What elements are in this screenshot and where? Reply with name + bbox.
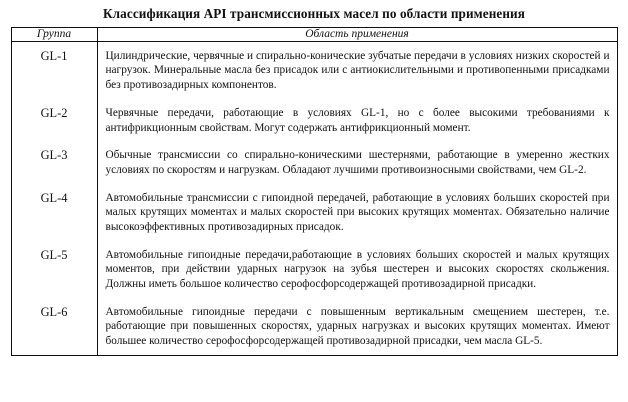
table-row [11,141,617,183]
table-row [11,99,617,141]
cell-area: Автомобильные гипоидные передачи,работающие в условиях больших скоростей и малых крутящих моментов, при действии ударных нагрузок на зубья шестерен и высоких скоростях скольжения. Должны иметь большое количество серофосфорсодержащей противозадирной присадки. [97,241,617,298]
cell-group: GL-6 [11,298,97,356]
column-header-group: Группа [11,28,97,42]
table-header [11,28,617,42]
cell-area: Цилиндрические, червячные и спирально-конические зубчатые передачи в условиях низких скоростей и нагрузок. Минеральные масла без присадок или с антиокислительными и противопенными присадками без противозадирных компонентов. [97,41,617,99]
cell-area: Автомобильные трансмиссии с гипоидной передачей, работающие в условиях больших скоростей при малых крутящих моментах и малых скоростей при высоких крутящих моментах. Обязательно наличие высокоэффективных противозадирных присадок. [97,184,617,241]
cell-group: GL-2 [11,99,97,141]
cell-area: Червячные передачи, работающие в условиях GL-1, но с более высокими требованиями к антифрикционным свойствам. Могут содержать антифрикционный момент. [97,99,617,141]
cell-area: Обычные трансмиссии со спирально-коническими шестернями, работающие в умеренно жестких условиях по скоростям и нагрузкам. Обладают лучшими противоизносными свойствами, чем GL-2. [97,141,617,183]
table-row [11,184,617,241]
table-row [11,41,617,99]
cell-group: GL-1 [11,41,97,99]
table-row [11,241,617,298]
cell-group: GL-3 [11,141,97,183]
table-body [11,41,617,355]
cell-group: GL-4 [11,184,97,241]
api-classification-table [11,27,618,355]
table-row [11,298,617,356]
table-header-row [11,28,617,42]
cell-area: Автомобильные гипоидные передачи с повышенным вертикальным смещением шестерен, т.е. работающие при повышенных скоростях, ударных нагрузках и высоких крутящих моментах. Имеют большее количество серофосфорсодержащей противозадирной присадки, чем масла GL-5. [97,298,617,356]
cell-group: GL-5 [11,241,97,298]
column-header-area: Область применения [97,28,617,42]
page-title: Классификация API трансмиссионных масел по области применения [103,6,525,21]
